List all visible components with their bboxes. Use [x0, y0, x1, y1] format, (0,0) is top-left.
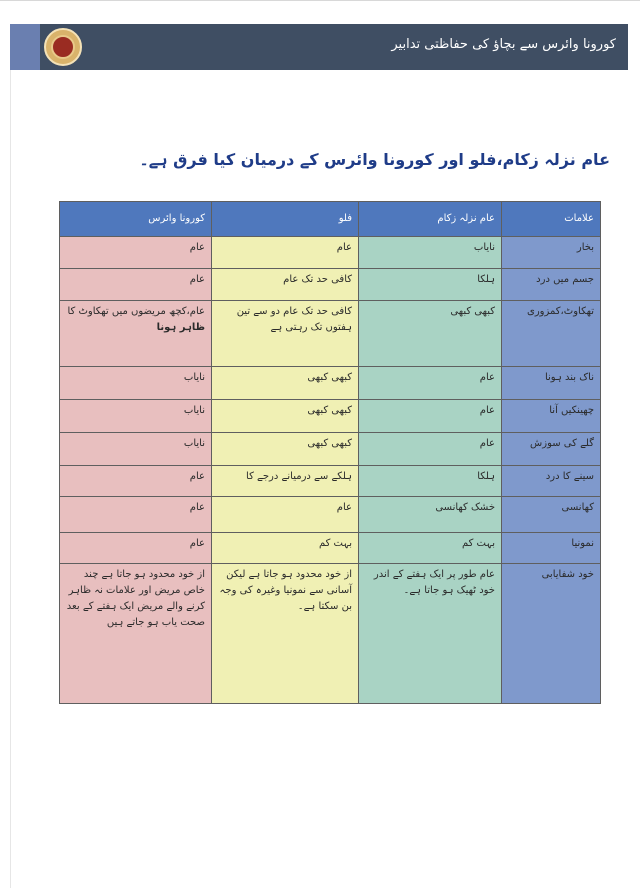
- symptom-cell: سینے کا درد: [502, 466, 601, 497]
- table-row: [60, 433, 601, 466]
- emblem-logo: [44, 28, 82, 66]
- flu-cell: کافی حد تک عام دو سے تین ہفتوں تک رہتی ہے: [212, 301, 359, 367]
- table-header-row: [60, 202, 601, 237]
- flu-cell: کافی حد تک عام: [212, 269, 359, 301]
- cold-cell: ہلکا: [359, 466, 502, 497]
- cold-cell: عام: [359, 433, 502, 466]
- covid-cell-bold-text: ظاہر ہونا: [156, 322, 205, 333]
- page-top-border: [0, 0, 640, 1]
- covid-cell: عام: [60, 237, 212, 269]
- covid-cell: نایاب: [60, 400, 212, 433]
- symptom-cell: چھینکیں آنا: [502, 400, 601, 433]
- covid-cell-text: عام،کچھ مریضوں میں تھکاوٹ کا: [67, 306, 205, 317]
- symptom-cell: تھکاوٹ،کمزوری: [502, 301, 601, 367]
- covid-cell: [60, 301, 212, 367]
- symptom-cell: کھانسی: [502, 497, 601, 533]
- flu-cell: عام: [212, 237, 359, 269]
- cold-cell: بہت کم: [359, 533, 502, 564]
- covid-cell: نایاب: [60, 433, 212, 466]
- covid-cell: عام: [60, 269, 212, 301]
- table-row: [60, 533, 601, 564]
- header-accent-block: [10, 24, 40, 70]
- flu-cell: کبھی کبھی: [212, 433, 359, 466]
- section-title: عام نزلہ زکام،فلو اور کورونا وائرس کے درمیان کیا فرق ہے۔: [139, 150, 610, 169]
- header-title: کورونا وائرس سے بچاؤ کی حفاظتی تدابیر: [391, 37, 616, 52]
- header-symptoms: علامات: [502, 202, 601, 237]
- cold-cell: ہلکا: [359, 269, 502, 301]
- cold-cell: خشک کھانسی: [359, 497, 502, 533]
- flu-cell: ہلکے سے درمیانے درجے کا: [212, 466, 359, 497]
- header-flu: فلو: [212, 202, 359, 237]
- flu-cell: بہت کم: [212, 533, 359, 564]
- table-row: [60, 497, 601, 533]
- symptom-cell: نمونیا: [502, 533, 601, 564]
- table-row: [60, 564, 601, 704]
- table-row: [60, 301, 601, 367]
- flu-cell: از خود محدود ہو جاتا ہے لیکن آسانی سے نمونیا وغیرہ کی وجہ بن سکتا ہے۔: [212, 564, 359, 704]
- symptom-cell: بخار: [502, 237, 601, 269]
- covid-cell: عام: [60, 533, 212, 564]
- symptom-cell: ناک بند ہونا: [502, 367, 601, 400]
- table-row: [60, 367, 601, 400]
- table-row: [60, 269, 601, 301]
- cold-cell: عام طور پر ایک ہفتے کے اندر خود ٹھیک ہو جاتا ہے۔: [359, 564, 502, 704]
- header-common-cold: عام نزلہ زکام: [359, 202, 502, 237]
- symptom-cell: خود شفایابی: [502, 564, 601, 704]
- page-left-rule: [10, 70, 11, 888]
- covid-cell: عام: [60, 497, 212, 533]
- emblem-center: [51, 35, 75, 59]
- symptom-cell: گلے کی سوزش: [502, 433, 601, 466]
- cold-cell: کبھی کبھی: [359, 301, 502, 367]
- comparison-table: [59, 201, 601, 704]
- table-row: [60, 237, 601, 269]
- flu-cell: کبھی کبھی: [212, 400, 359, 433]
- flu-cell: عام: [212, 497, 359, 533]
- symptom-cell: جسم میں درد: [502, 269, 601, 301]
- flu-cell: کبھی کبھی: [212, 367, 359, 400]
- header-coronavirus: کورونا وائرس: [60, 202, 212, 237]
- covid-cell: از خود محدود ہو جاتا ہے چند خاص مریض اور علامات نہ ظاہر کرنے والے مریض ایک ہفتے کے بعد صحت یاب ہو جاتے ہیں: [60, 564, 212, 704]
- table-row: [60, 400, 601, 433]
- cold-cell: عام: [359, 367, 502, 400]
- covid-cell: عام: [60, 466, 212, 497]
- covid-cell: نایاب: [60, 367, 212, 400]
- cold-cell: نایاب: [359, 237, 502, 269]
- cold-cell: عام: [359, 400, 502, 433]
- table-row: [60, 466, 601, 497]
